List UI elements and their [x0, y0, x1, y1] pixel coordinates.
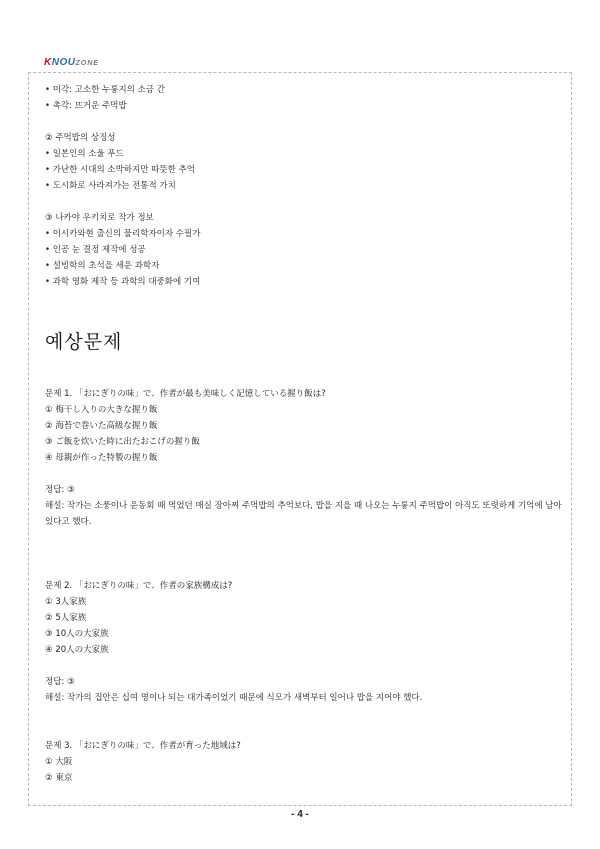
question-option: ① 大阪 — [45, 757, 73, 767]
list-item: • 미각: 고소한 누룽지의 소금 간 — [45, 85, 165, 95]
question-option: ③ 10人の大家族 — [45, 629, 109, 639]
question-option: ② 5人家族 — [45, 613, 87, 623]
page-heading: 예상문제 — [45, 331, 123, 353]
page-number: - 4 - — [291, 809, 309, 820]
question-option: ① 梅干し入りの大きな握り飯 — [45, 405, 158, 415]
answer: 정답: ③ — [45, 677, 75, 687]
section-title: ③ 나카야 우키치로 작가 정보 — [45, 213, 154, 223]
question-text: 문제 1. 「おにぎりの味」で、作者が最も美味しく記憶している握り飯は? — [45, 389, 326, 399]
question-option: ② 東京 — [45, 773, 73, 783]
question-option: ④ 母親が作った特製の握り飯 — [45, 453, 158, 463]
question-option: ④ 20人の大家族 — [45, 645, 109, 655]
answer: 정답: ③ — [45, 485, 75, 495]
list-item: • 가난한 시대의 소박하지만 따뜻한 추억 — [45, 165, 195, 175]
list-item: • 인공 눈 결정 제작에 성공 — [45, 245, 146, 255]
list-item: • 이시카와현 출신의 물리학자이자 수필가 — [45, 229, 201, 239]
list-item: • 설빙학의 초석을 세운 과학자 — [45, 261, 160, 271]
explanation: 해설: 작가의 집안은 십여 명이나 되는 대가족이었기 때문에 식모가 새벽부터 일어나 밥을 지어야 했다. — [45, 693, 423, 703]
question-option: ① 3人家族 — [45, 597, 87, 607]
list-item: • 과학 영화 제작 등 과학의 대중화에 기여 — [45, 277, 201, 287]
question-text: 문제 2. 「おにぎりの味」で、作者の家族構成は? — [45, 581, 233, 591]
section-title: ② 주먹밥의 상징성 — [45, 133, 116, 143]
question-text: 문제 3. 「おにぎりの味」で、作者が育った地域は? — [45, 741, 241, 751]
list-item: • 촉각: 뜨거운 주먹밥 — [45, 101, 127, 111]
page-content — [45, 82, 565, 786]
explanation: 해설: 작가는 소풍이나 운동회 때 먹었던 매실 장아찌 주먹밥의 추억보다, 밥을 지을 때 나오는 누룽지 주먹밥이 아직도 또렷하게 기억에 남아 있다고 했다. — [45, 501, 562, 527]
question-option: ③ ご飯を炊いた時に出たおこげの握り飯 — [45, 437, 200, 447]
knouzone-logo: KNOUZONE — [44, 57, 99, 68]
list-item: • 일본인의 소울 푸드 — [45, 149, 124, 159]
question-option: ② 海苔で巻いた高級な握り飯 — [45, 421, 158, 431]
list-item: • 도시화로 사라져가는 전통적 가치 — [45, 181, 176, 191]
